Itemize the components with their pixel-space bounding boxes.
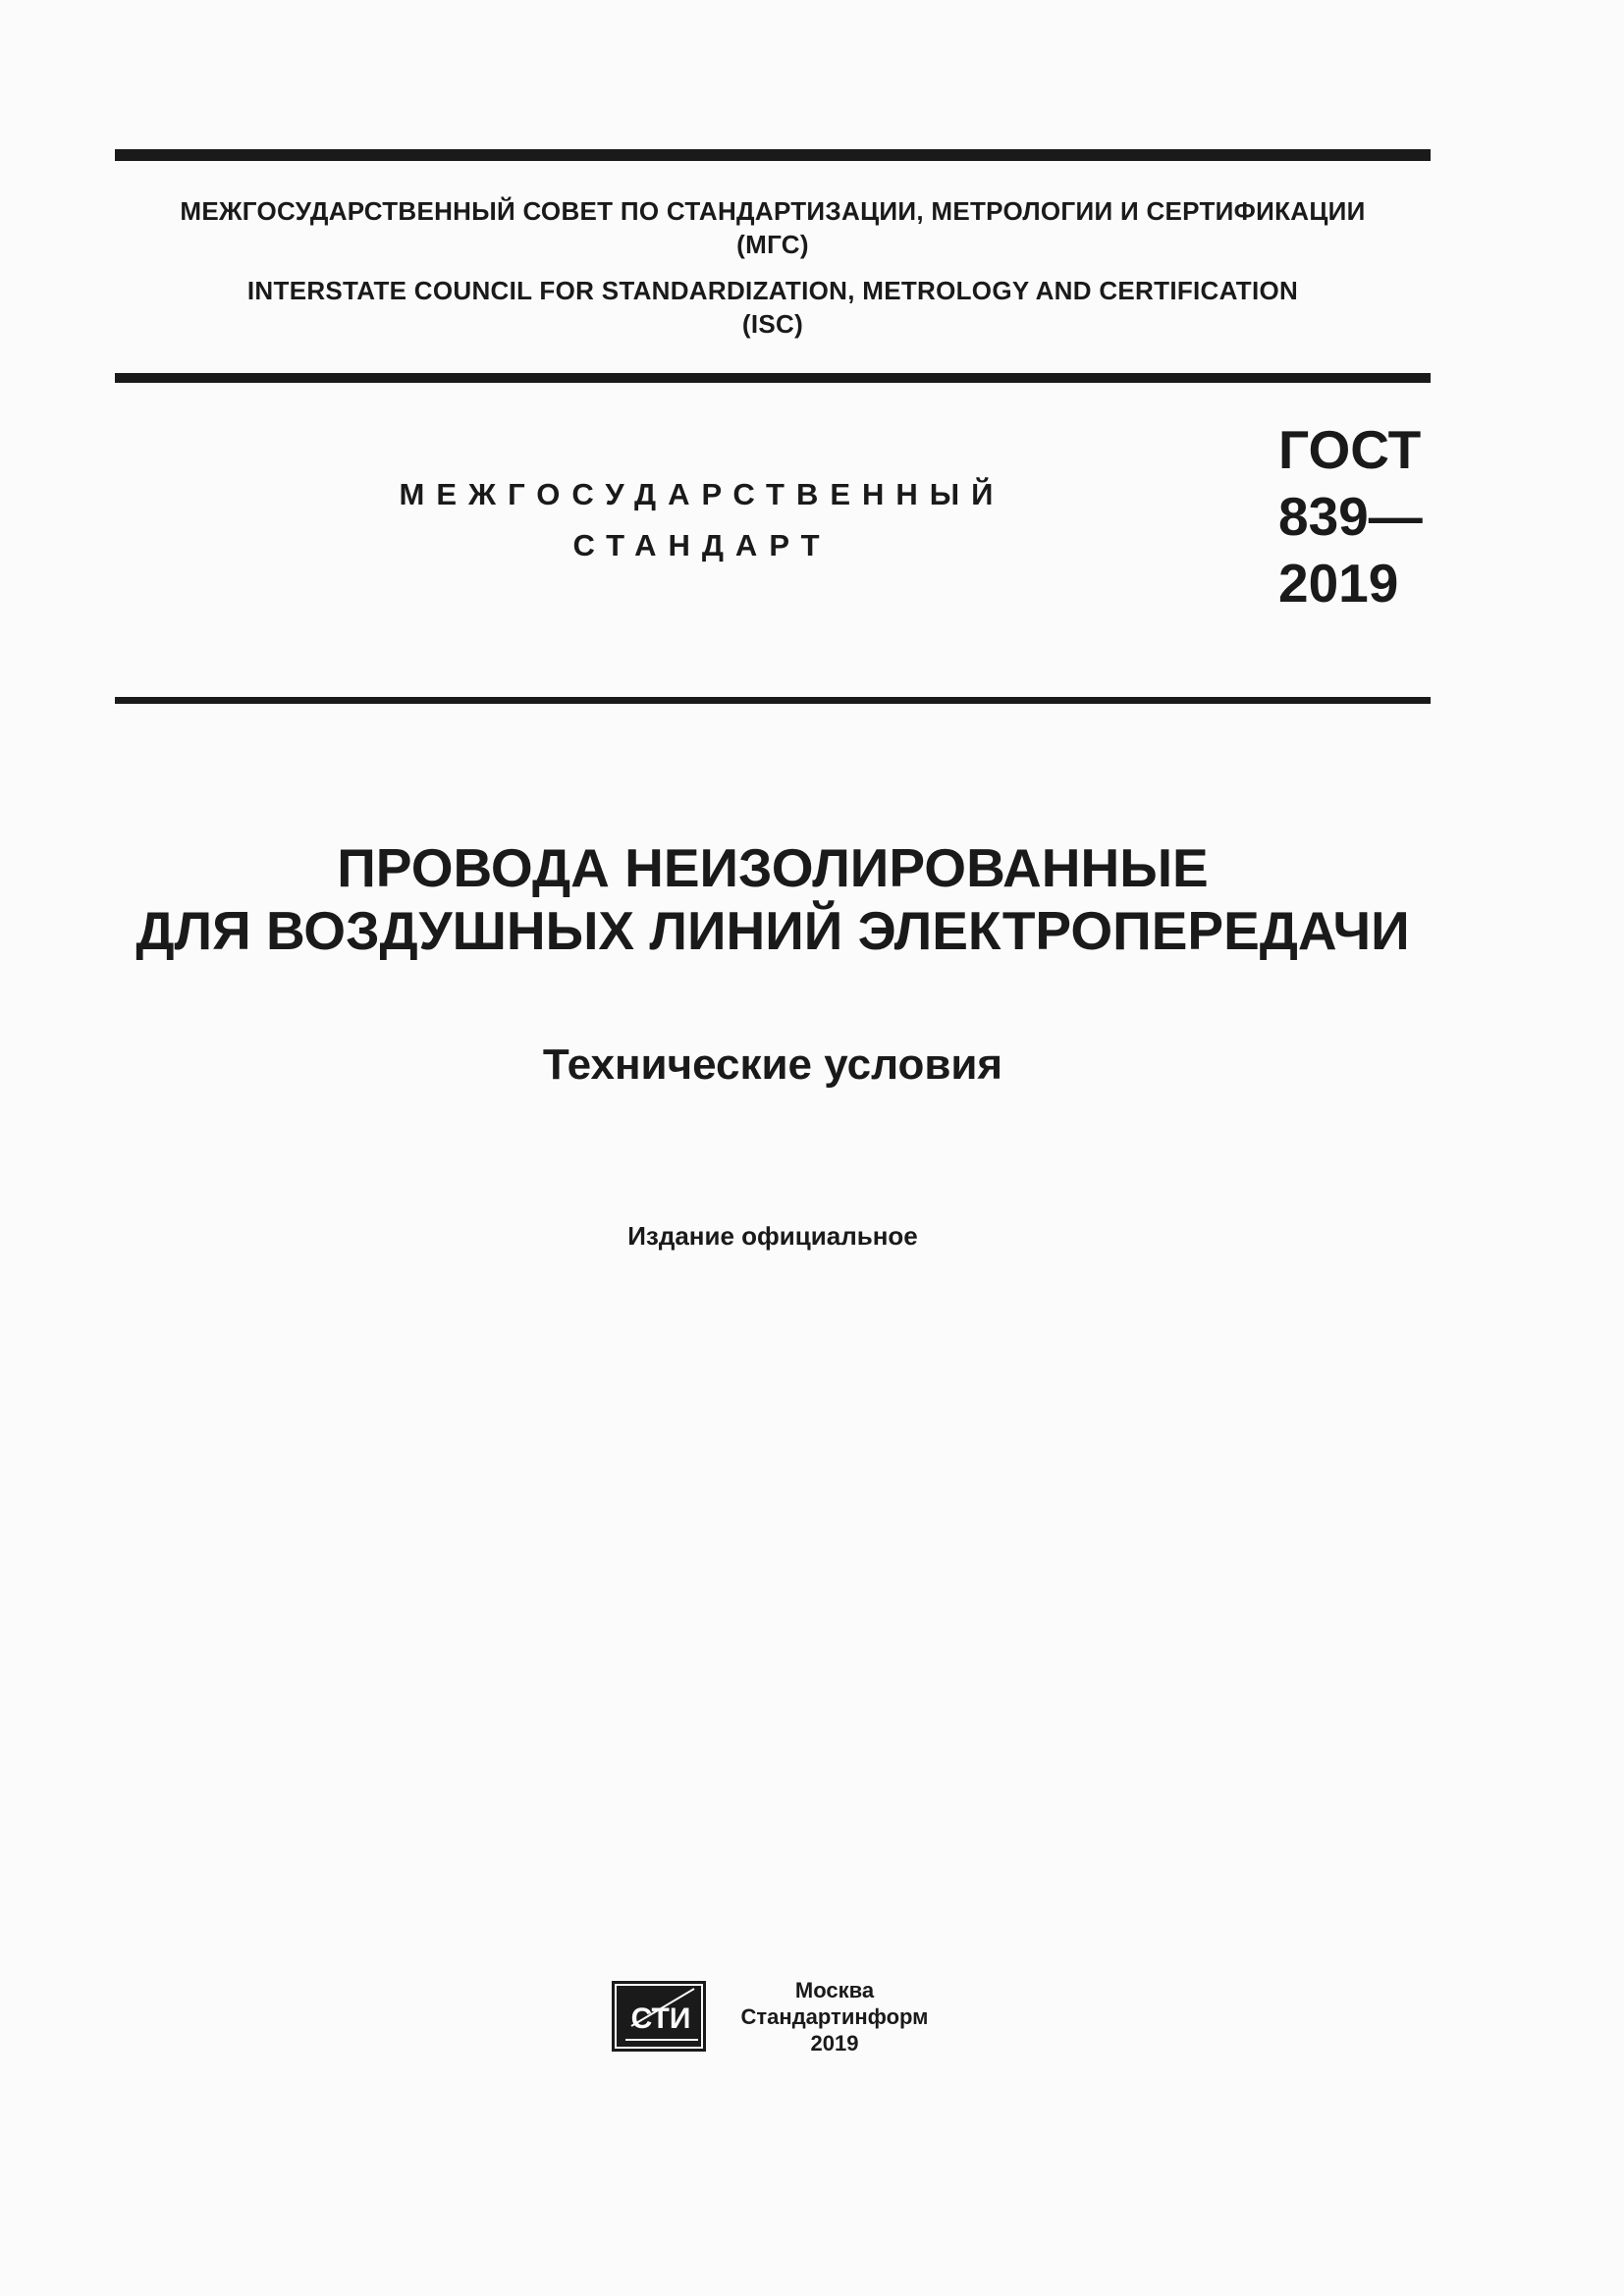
standard-code-line3: 2019 (1278, 553, 1399, 614)
council-name-en: INTERSTATE COUNCIL FOR STANDARDIZATION, METROLOGY AND CERTIFICATION (246, 276, 1299, 305)
council-abbr-en: (ISC) (741, 309, 804, 339)
imprint-year: 2019 (810, 2031, 859, 2056)
standard-code-line2: 839— (1278, 486, 1423, 547)
imprint-city: Москва (794, 1978, 875, 2002)
document-title-line2: ДЛЯ ВОЗДУШНЫХ ЛИНИЙ ЭЛЕКТРОПЕРЕДАЧИ (135, 900, 1410, 961)
middle-rule (115, 373, 1431, 383)
standard-kind (344, 469, 1060, 571)
council-abbr-ru: (МГС) (736, 230, 809, 259)
standard-code-line1: ГОСТ (1278, 419, 1422, 480)
document-subtitle: Технические условия (542, 1041, 1003, 1089)
edition-note: Издание официальное (627, 1221, 918, 1251)
standard-kind-line1: МЕЖГОСУДАРСТВЕННЫЙ (399, 477, 1005, 511)
standard-code (1278, 416, 1423, 616)
imprint-publisher: Стандартинформ (740, 2004, 929, 2029)
top-rule (115, 149, 1431, 161)
document-title (115, 836, 1431, 962)
council-header (115, 194, 1431, 341)
document-title-line1: ПРОВОДА НЕИЗОЛИРОВАННЫЕ (337, 837, 1209, 898)
council-name-ru: МЕЖГОСУДАРСТВЕННЫЙ СОВЕТ ПО СТАНДАРТИЗАЦИИ, МЕТРОЛОГИИ И СЕРТИФИКАЦИИ (180, 196, 1366, 226)
imprint (722, 1977, 947, 2056)
logo-text: СТИ (630, 2002, 691, 2035)
lower-rule (115, 697, 1431, 704)
standartinform-logo-icon (612, 1981, 706, 2052)
standard-kind-line2: СТАНДАРТ (572, 528, 832, 562)
